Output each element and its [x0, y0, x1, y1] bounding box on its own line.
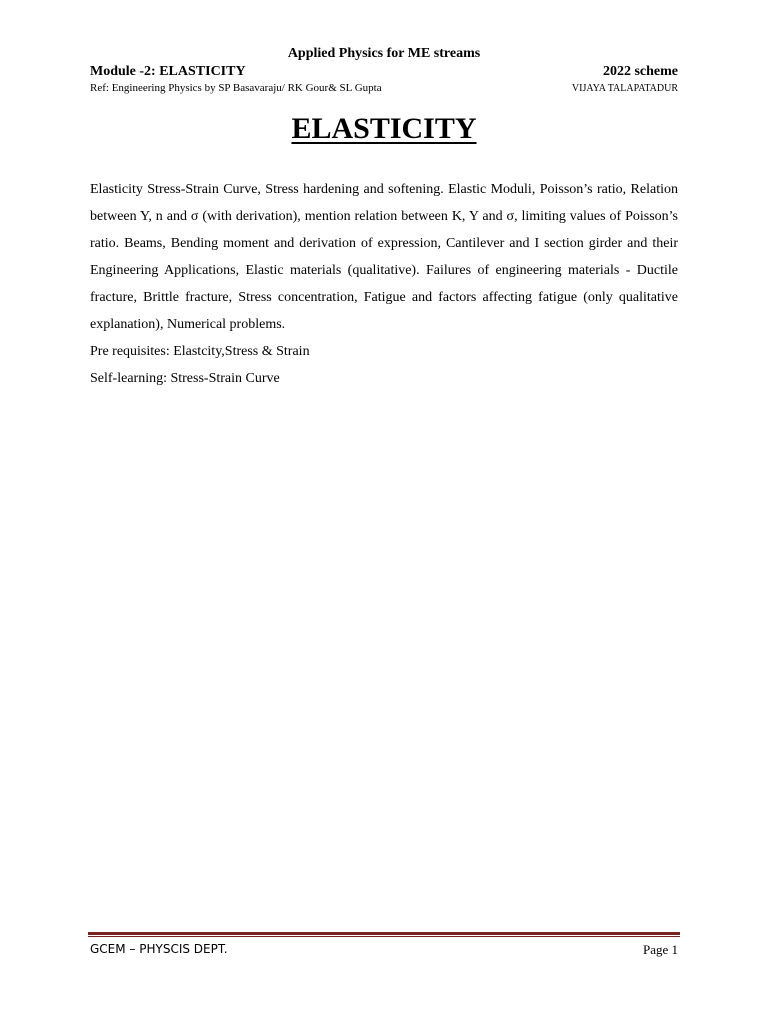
prerequisites-line: Pre requisites: Elastcity,Stress & Strain — [90, 344, 310, 359]
footer-department: GCEM – PHYSCIS DEPT. — [90, 942, 228, 956]
page-footer — [90, 942, 678, 958]
self-learning-line: Self-learning: Stress-Strain Curve — [90, 371, 280, 386]
page-number: Page 1 — [642, 942, 678, 957]
reference-row — [90, 82, 678, 94]
page-title — [0, 112, 768, 146]
scheme-label: 2022 scheme — [602, 64, 678, 79]
course-title: Applied Physics for ME streams — [287, 46, 481, 61]
syllabus-paragraph: Elasticity Stress-Strain Curve, Stress hardening and softening. Elastic Moduli, Poisson’s ratio, Relation between Y, n and σ (with derivation), mention relation between K, Y and σ, limiting values of Poisson’s ratio. Beams, Bending moment and derivation of expression, Cantilever and I section girder and their Engineering Applications, Elastic materials (qualitative). Failures of engineering materials - Ductile fracture, Brittle fracture, Stress concentration, Fatigue and factors affecting fatigue (only qualitative explanation), Numerical problems. — [90, 182, 678, 332]
content-body — [90, 176, 678, 392]
page-title-text: ELASTICITY — [291, 112, 477, 145]
module-row — [90, 64, 678, 80]
reference-text: Ref: Engineering Physics by SP Basavaraju/ RK Gour& SL Gupta — [90, 82, 382, 94]
footer-divider — [88, 932, 680, 937]
author-name: VIJAYA TALAPATADUR — [571, 83, 678, 94]
module-label: Module -2: ELASTICITY — [90, 64, 246, 79]
